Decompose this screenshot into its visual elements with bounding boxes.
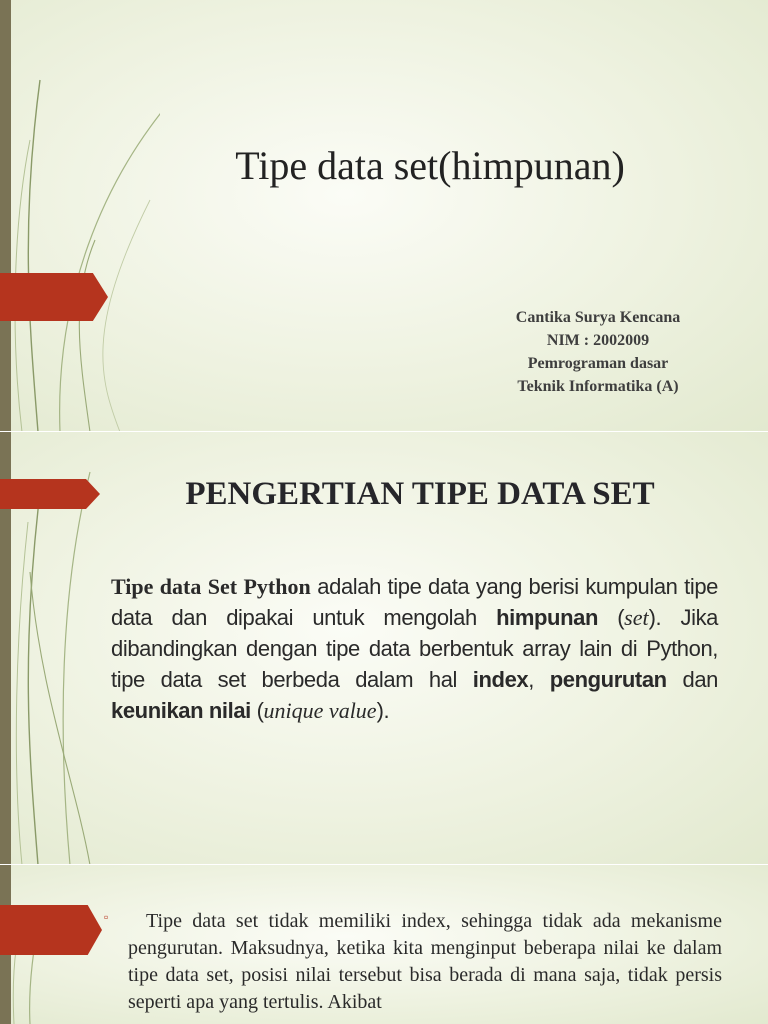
bullet-slide — [0, 865, 768, 1024]
author-course: Pemrograman dasar — [527, 355, 669, 372]
decorative-curves-icon — [0, 0, 160, 432]
title-slide — [0, 0, 768, 432]
paragraph-text: ). Jika dibandingkan dengan tipe data berbentuk array lain di Python, tipe data set berbeda dalam hal — [111, 605, 719, 692]
author-info — [470, 306, 726, 398]
italic-term-unique: unique value — [263, 698, 377, 723]
paragraph-text: ( — [250, 698, 264, 723]
accent-tab — [0, 479, 100, 509]
italic-term-set: set — [624, 605, 649, 630]
slide-title: Tipe data set(himpunan) — [235, 143, 625, 188]
author-major: Teknik Informatika (A) — [517, 378, 679, 395]
definition-paragraph — [111, 571, 718, 726]
author-nim: NIM : 2002009 — [546, 332, 650, 349]
bullet-text: Tipe data set tidak memiliki index, sehingga tidak ada mekanisme pengurutan. Maksudnya, ketika kita menginput beberapa nilai ke dalam tipe data set, posisi nilai tersebut bisa berada di mana saja, tidak persis seperti apa yang tertulis. Akibat — [128, 910, 722, 1013]
bold-term-index: index — [472, 667, 529, 692]
bold-term-keunikan: keunikan nilai — [111, 698, 251, 723]
accent-tab — [0, 273, 108, 321]
paragraph-text: , — [528, 667, 550, 692]
bold-term-himpunan: himpunan — [496, 605, 598, 630]
paragraph-text: ( — [597, 605, 625, 630]
paragraph-text: adalah tipe data yang berisi kumpulan tipe data dan dipakai untuk mengolah — [111, 574, 718, 630]
paragraph-text: ). — [376, 698, 390, 723]
paragraph-text: dan — [666, 667, 718, 692]
accent-tab — [0, 905, 102, 955]
bold-term-pengurutan: pengurutan — [549, 667, 667, 692]
definition-slide — [0, 432, 768, 865]
author-name: Cantika Surya Kencana — [515, 309, 681, 326]
square-bullet-icon: ▫ — [104, 910, 109, 924]
slide-heading: PENGERTIAN TIPE DATA SET — [185, 476, 655, 512]
lead-term: Tipe data Set Python — [111, 574, 311, 599]
